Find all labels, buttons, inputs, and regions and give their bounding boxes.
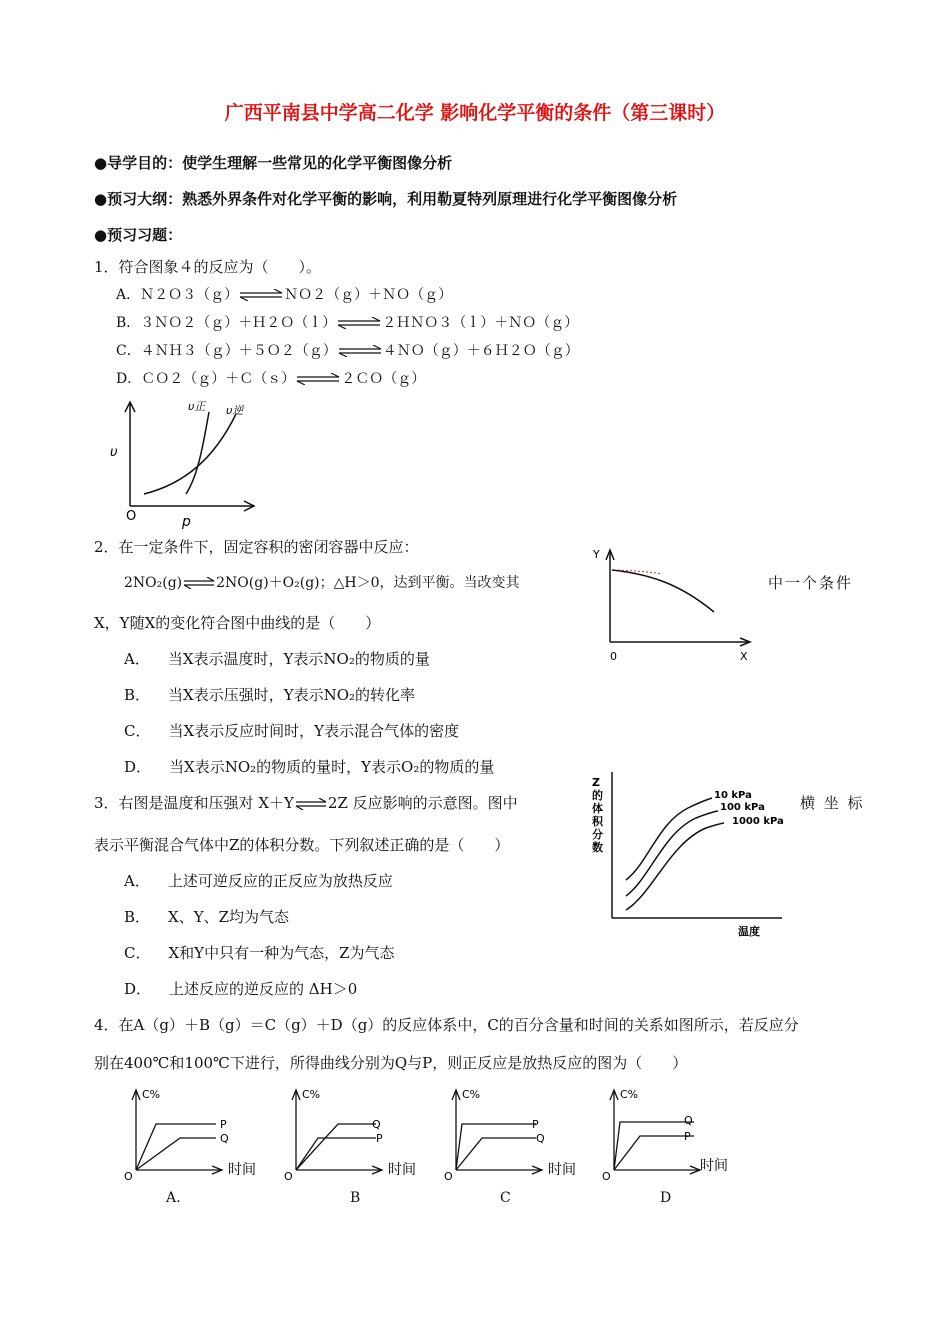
x-axis-label: p — [182, 514, 191, 530]
y-axis-label: Y — [593, 548, 600, 561]
q2-reaction-tail: 中一个条件 — [768, 574, 854, 592]
x-axis-label: X — [740, 650, 748, 663]
y-axis-label-char: 分 — [592, 828, 603, 841]
equilibrium-arrow-icon — [238, 289, 284, 301]
q2-option-a: A． 当X表示温度时，Y表示NO₂的物质的量 — [124, 650, 430, 668]
q2-reaction: 2NO₂(g) 2NO(g)＋O₂(g)；△H＞0，达到平衡。当改变其 — [124, 575, 520, 591]
q4-line1: 4．在A（g）＋B（g）＝C（g）＋D（g）的反应体系中，C的百分含量和时间的关系如图所示，若反应分 — [94, 1016, 799, 1034]
q1-option-d: D．ＣＯ２（ｇ）＋Ｃ（ｓ） ２ＣＯ（ｇ） — [116, 371, 426, 387]
curve-v-backward — [144, 414, 236, 494]
equilibrium-arrow-icon — [294, 798, 328, 810]
top-curve-label: Q — [684, 1114, 693, 1127]
equilibrium-arrow-icon — [295, 373, 341, 385]
q3-temperature-pressure-graph — [588, 768, 788, 940]
q3-option-a: A． 上述可逆反应的正反应为放热反应 — [124, 872, 393, 890]
curve2-label: υ逆 — [226, 404, 244, 417]
x-axis-label: 温度 — [738, 925, 760, 938]
y-axis-label: C% — [620, 1088, 639, 1101]
xy-curve — [612, 570, 714, 612]
q2-line3: X，Y随X的变化符合图中曲线的是（ ） — [94, 614, 381, 632]
q4-caption-d: D — [660, 1190, 672, 1206]
q4-graph-d — [596, 1082, 746, 1182]
x-axis-label: 时间 — [700, 1158, 728, 1174]
origin-label: O — [284, 1170, 293, 1182]
q2-xy-graph — [590, 544, 760, 666]
q2-option-d: D． 当X表示NO₂的物质的量时，Y表示O₂的物质的量 — [124, 758, 495, 776]
y-axis-label-char: 的 — [592, 789, 603, 802]
x-axis-label: 时间 — [388, 1162, 416, 1178]
q3-stem: 3．右图是温度和压强对 X＋Y 2Z 反应影响的示意图。图中 — [94, 794, 518, 812]
x-axis-label: 时间 — [228, 1162, 256, 1178]
bottom-curve-label: P — [376, 1132, 383, 1145]
q4-graph-c — [438, 1082, 588, 1182]
bottom-curve-label: Q — [536, 1132, 545, 1145]
q2-option-b: B． 当X表示压强时，Y表示NO₂的转化率 — [124, 686, 416, 704]
q3-line2: 表示平衡混合气体中Z的体积分数。下列叙述正确的是（ ） — [94, 836, 510, 854]
page-title: 广西平南县中学高二化学 影响化学平衡的条件（第三课时） — [224, 102, 726, 124]
q4-graph-b — [278, 1082, 428, 1182]
curve-top — [296, 1124, 376, 1170]
y-axis-label-char: 数 — [592, 841, 603, 854]
bottom-curve-label: Q — [220, 1132, 229, 1145]
y-axis-label-char: Z — [592, 776, 600, 789]
origin-label: O — [124, 1170, 133, 1182]
y-axis-label-char: 积 — [592, 815, 603, 828]
curve1-label: υ正 — [188, 400, 206, 413]
origin-label: 0 — [610, 650, 617, 663]
equilibrium-arrow-icon — [337, 345, 383, 357]
pressure-label-10: 10 kPa — [714, 790, 752, 801]
q1-option-b: B．３ＮＯ２（ｇ）＋Ｈ２Ｏ（ｌ） ２ＨＮＯ３（ｌ）＋ＮＯ（ｇ） — [116, 315, 579, 331]
top-curve-label: P — [220, 1118, 227, 1131]
q1-stem: 1．符合图象４的反应为（ ）。 — [94, 258, 322, 276]
q1-option-c: C．４ＮＨ３（ｇ）＋５Ｏ２（ｇ） ４ＮＯ（ｇ）＋６Ｈ２Ｏ（ｇ） — [116, 343, 579, 359]
pressure-label-1000: 1000 kPa — [732, 816, 784, 827]
curve-top — [614, 1122, 694, 1170]
curve-top — [136, 1124, 216, 1170]
preview-outline: ●预习大纲：熟悉外界条件对化学平衡的影响，利用勒夏特列原理进行化学平衡图像分析 — [94, 190, 678, 208]
q2-stem: 2．在一定条件下，固定容积的密闭容器中反应： — [94, 538, 419, 556]
top-curve-label: Q — [372, 1118, 381, 1131]
q3-option-d: D． 上述反应的逆反应的 ΔH＞0 — [124, 980, 358, 998]
pressure-label-100: 100 kPa — [720, 802, 765, 813]
equilibrium-arrow-icon — [336, 317, 382, 329]
y-axis-label: C% — [142, 1088, 161, 1101]
bottom-curve-label: P — [684, 1130, 691, 1143]
q3-option-b: B． X、Y、Z均为气态 — [124, 908, 290, 926]
q4-graph-a — [118, 1082, 268, 1182]
q4-caption-b: B — [350, 1190, 361, 1206]
y-axis-label: C% — [462, 1088, 481, 1101]
curve-bottom — [456, 1138, 536, 1170]
curve-bottom — [296, 1138, 376, 1170]
y-axis-label: υ — [110, 445, 118, 460]
y-axis-label: C% — [302, 1088, 321, 1101]
curve-bottom — [614, 1136, 694, 1170]
origin-label: O — [126, 509, 137, 524]
learning-goal: ●导学目的：使学生理解一些常见的化学平衡图像分析 — [94, 154, 453, 172]
q2-option-c: C． 当X表示反应时间时，Y表示混合气体的密度 — [124, 722, 460, 740]
q4-caption-a: A. — [166, 1190, 181, 1206]
origin-label: O — [444, 1170, 453, 1182]
y-axis-label-char: 体 — [592, 802, 603, 815]
q4-line2: 别在400℃和100℃下进行，所得曲线分别为Q与P，则正反应是放热反应的图为（ ） — [94, 1054, 688, 1072]
curve-v-forward — [186, 412, 209, 494]
equilibrium-arrow-icon — [182, 577, 216, 589]
curve-10kpa — [626, 798, 712, 880]
q1-option-a: A．Ｎ２Ｏ３（ｇ） ＮＯ２（ｇ）＋ＮＯ（ｇ） — [116, 287, 453, 303]
curve-1000kpa — [626, 823, 724, 910]
origin-label: O — [602, 1170, 611, 1182]
q3-option-c: C． X和Y中只有一种为气态，Z为气态 — [124, 944, 395, 962]
x-axis-label: 时间 — [548, 1162, 576, 1178]
curve-100kpa — [626, 811, 718, 896]
curve-top — [456, 1124, 536, 1170]
q4-caption-c: C — [500, 1190, 511, 1206]
q1-rate-pressure-graph — [104, 394, 264, 530]
q3-stem-tail: 横 坐 标 — [800, 794, 865, 812]
exercises-heading: ●预习习题： — [94, 226, 183, 244]
top-curve-label: P — [532, 1118, 539, 1131]
